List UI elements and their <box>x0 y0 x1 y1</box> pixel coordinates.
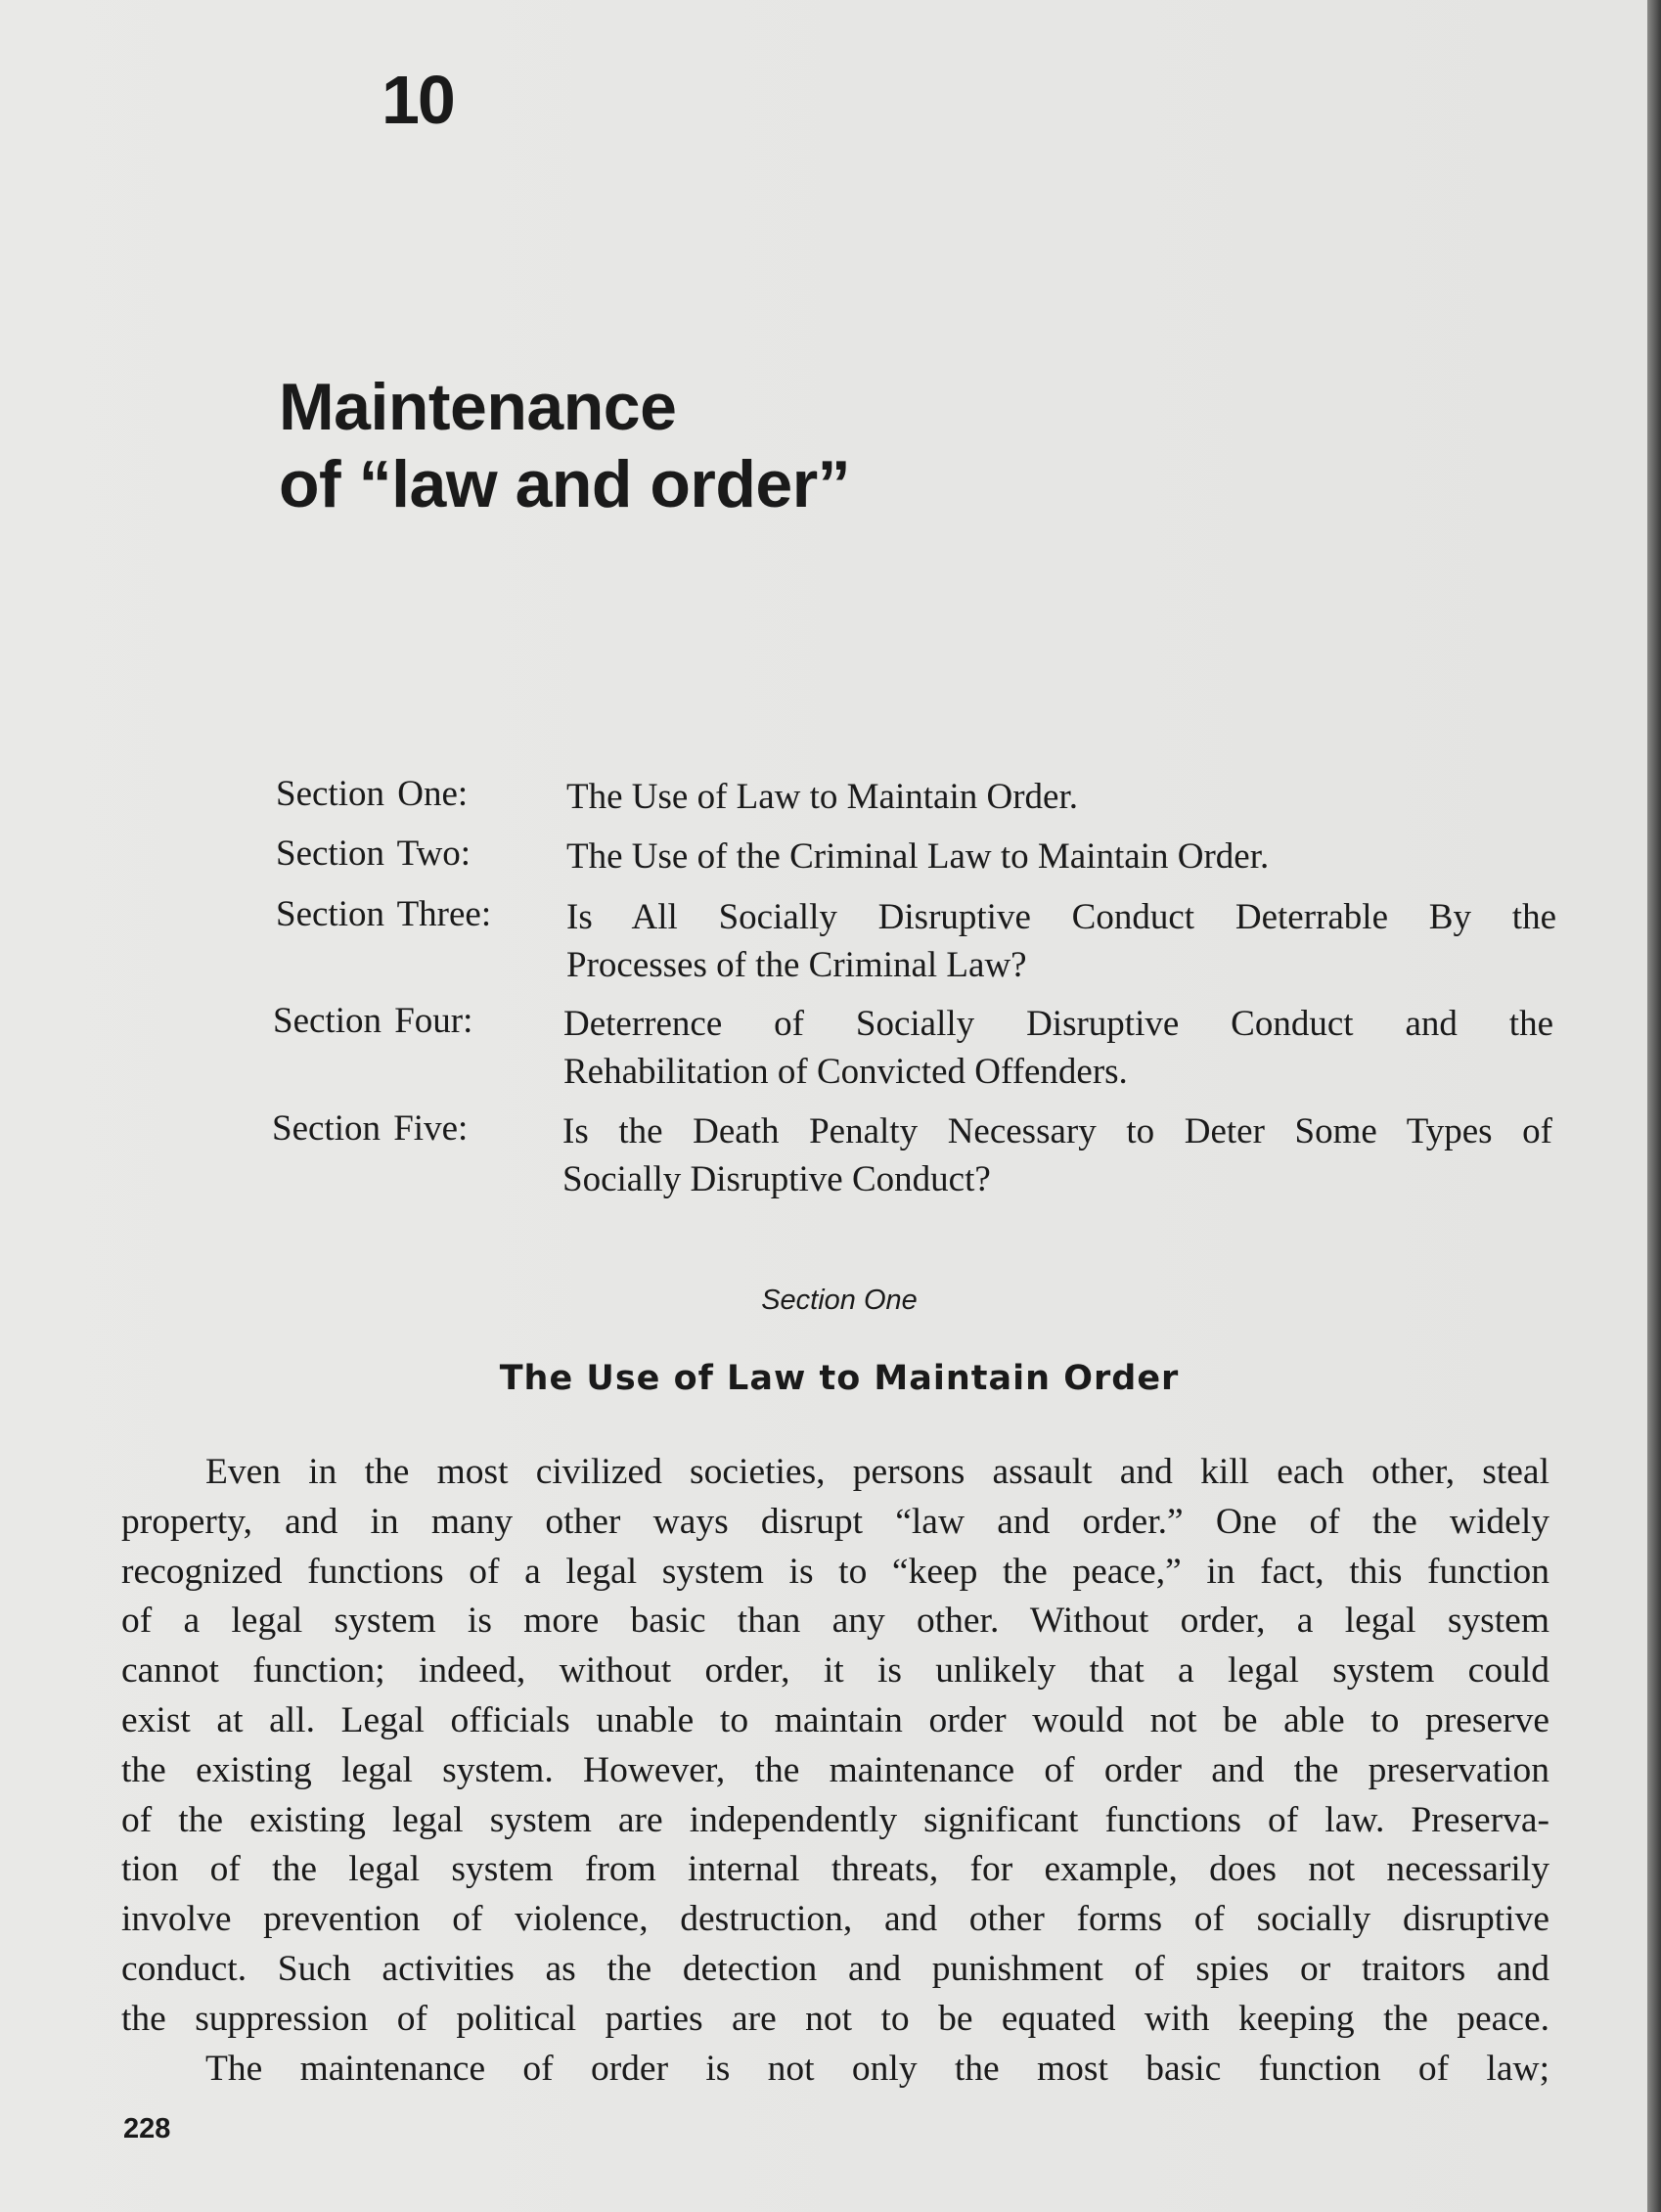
body-text <box>121 1448 1549 2094</box>
chapter-title-line2: of “law and order” <box>279 447 851 521</box>
toc-text: Processes of the Criminal Law? <box>566 945 1027 985</box>
text-line: the existing legal system. However, the maintenance of order and the preservation <box>121 1749 1549 1790</box>
toc-label: Section Three: <box>276 894 492 934</box>
toc-text: Rehabilitation of Convicted Offenders. <box>563 1052 1128 1092</box>
page-edge-shadow <box>1647 0 1661 2212</box>
toc-text: Is All Socially Disruptive Conduct Deterrable By the <box>566 897 1556 937</box>
text-line: involve prevention of violence, destruction, and other forms of socially disruptive <box>121 1899 1549 1940</box>
page-number: 228 <box>123 2113 171 2144</box>
toc-label: Section Two: <box>276 834 471 874</box>
text-line: recognized functions of a legal system is to “keep the peace,” in fact, this function <box>121 1551 1549 1592</box>
text-line: conduct. Such activities as the detection and punishment of spies or traitors and <box>121 1948 1549 1989</box>
text-line: the suppression of political parties are not to be equated with keeping the peace. <box>121 1998 1549 2039</box>
toc-text: Is the Death Penalty Necessary to Deter Some Types of <box>562 1111 1552 1151</box>
text-line: cannot function; indeed, without order, it is unlikely that a legal system could <box>121 1650 1549 1692</box>
toc-label: Section One: <box>276 774 469 814</box>
text-line: The maintenance of order is not only the most basic function of law; <box>205 2048 1549 2089</box>
section-label: Section One <box>761 1285 918 1316</box>
section-heading: The Use of Law to Maintain Order <box>499 1359 1180 1398</box>
text-line: of the existing legal system are independently significant functions of law. Preserva- <box>121 1799 1549 1840</box>
toc-text: The Use of Law to Maintain Order. <box>566 777 1078 817</box>
text-line: of a legal system is more basic than any other. Without order, a legal system <box>121 1601 1549 1642</box>
toc-label: Section Four: <box>273 1001 473 1041</box>
text-line: Even in the most civilized societies, persons assault and kill each other, steal <box>205 1452 1549 1492</box>
text-line: tion of the legal system from internal threats, for example, does not necessarily <box>121 1849 1549 1890</box>
chapter-title-line1: Maintenance <box>279 370 677 444</box>
toc-text: Socially Disruptive Conduct? <box>562 1159 991 1199</box>
text-line: exist at all. Legal officials unable to maintain order would not be able to preserve <box>121 1699 1549 1740</box>
chapter-number: 10 <box>382 62 454 138</box>
text-line: property, and in many other ways disrupt “law and order.” One of the widely <box>121 1501 1549 1542</box>
toc-label: Section Five: <box>272 1108 469 1149</box>
toc-text: Deterrence of Socially Disruptive Conduct and the <box>563 1004 1553 1044</box>
toc-text: The Use of the Criminal Law to Maintain Order. <box>566 836 1270 877</box>
